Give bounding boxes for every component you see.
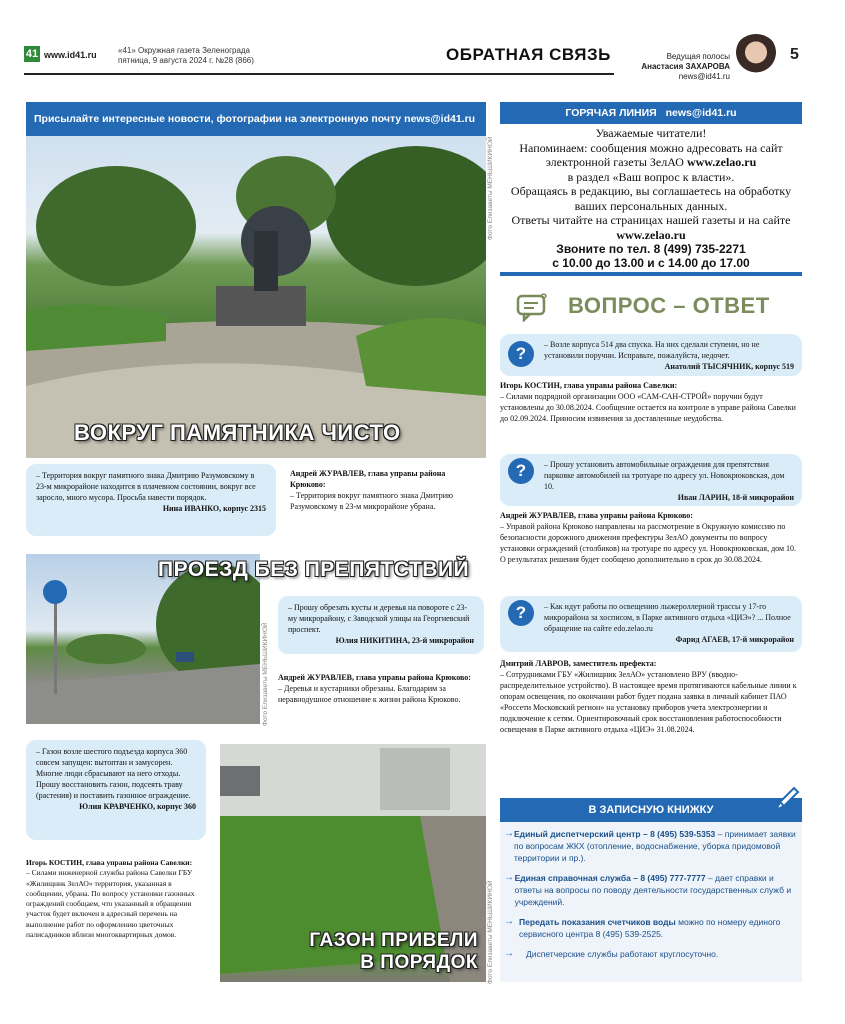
qa-question-2-text: – Прошу установить автомобильные ограждения для препятствия парковке автомобилей на тротуаре по адресу ул. Новокрюковская, дом 10.: [544, 460, 785, 491]
question-mark-icon: ?: [508, 458, 534, 484]
qa-question-3-text: – Как идут работы по освещению лыжероллерной трассы у 17-го микрорайона за хосписом, в Парке активного отдыха «ЦИЭ»? ... Полное обращение на сайте edo.zelao.ru: [544, 602, 791, 633]
editor-role: Ведущая полосы: [666, 52, 730, 61]
notebook-item-3-bold: Передать показания счетчиков воды: [519, 917, 676, 927]
story1-answer-text: – Территория вокруг памятного знака Дмитрию Разумовскому в 23-м микрорайоне убрана.: [290, 491, 453, 511]
story2-question: [278, 596, 484, 654]
hotline-site[interactable]: www.zelao.ru: [686, 155, 757, 169]
story2-answer-author: Андрей ЖУРАВЛЕВ, глава управы района Крюково:: [278, 673, 471, 682]
qa-answer-2-text: – Управой района Крюково направлены на рассмотрение в Окружную комиссию по безопасности дорожного движения префектуры ЗелАО документы по вопросу установки ограждений (столбиков) на тротуаре по адресу ул. Новокрюковская, дом 10. О результатах решения будет сообщено дополнительно в срок до 30.08.2024.: [500, 522, 797, 564]
editor-name: Анастасия ЗАХАРОВА: [641, 62, 730, 71]
pencil-icon: [772, 784, 802, 814]
notebook-item-2-bold: Единая справочная служба – 8 (495) 777-7777: [514, 873, 706, 883]
site-url[interactable]: www.id41.ru: [44, 50, 97, 60]
page-editor: [630, 52, 730, 82]
story1-answer: [290, 468, 480, 512]
hotline-site2[interactable]: www.zelao.ru: [616, 227, 686, 242]
notebook-item: [504, 948, 798, 960]
notebook-item-4-text: Диспетчерские службы работают круглосуточно.: [526, 949, 719, 959]
hotline-hours: с 10.00 до 13.00 и с 14.00 до 17.00: [552, 256, 750, 270]
qa-question-1-text: – Возле корпуса 514 два спуска. На них сделали ступени, но не установили поручни. Исправьте, пожалуйста, недочет.: [544, 340, 760, 360]
hotline-email[interactable]: news@id41.ru: [665, 107, 737, 119]
story1-question-sign: Нина ИВАНКО, корпус 2315: [162, 504, 266, 513]
qa-answer-2: [500, 510, 802, 565]
issue-date: пятница, 9 августа 2024 г. №28 (866): [118, 56, 254, 65]
story2-photo-credit: Фото Елизаветы МЕНЬШИКИНОЙ: [262, 622, 269, 726]
question-mark-icon: ?: [508, 600, 534, 626]
qa-answer-1-text: – Силами подрядной организации ООО «САМ-САН-СТРОЙ» поручни будут установлены до 30.08.2024. Сообщение остается на контроле в управе района Савелки до 02.09.2024. Приносим извинения за доставленные неудобства.: [500, 392, 796, 423]
hotline-greeting: Уважаемые читатели!: [595, 126, 707, 140]
story1-question: [26, 464, 276, 536]
monument-photo: [26, 136, 486, 458]
story3-photo-credit: Фото Елизаветы МЕНЬШИКИНОЙ: [487, 880, 494, 984]
qa-answer-3-text: – Сотрудниками ГБУ «Жилищник ЗелАО» установлено ВРУ (вводно-распределительное устройство). В настоящее время протягиваются кабельные линии к опорам освещения, по окончании работ будет подана заявка в личный кабинет ПАО «Россети Московский регион» на установку приборов учета электроэнергии и подключение к сетям. Ориентировочный срок восстановления работоспособности освещения в Парке активного отдыха «ЦИЭ» 31.08.2024.: [500, 670, 797, 734]
notebook-item: [504, 872, 798, 908]
story2-question-text: – Прошу обрезать кусты и деревья на повороте с 23-му микрорайону, с Заводской улицы на Георгиевский проспект.: [288, 603, 470, 634]
notebook-item-1-text: – принимает заявки по вопросам ЖКХ (отопление, водоснабжение, уборка придомовой территории и пр.).: [514, 829, 796, 863]
hotline-text2: в раздел «Ваш вопрос к власти».: [567, 169, 735, 184]
arrow-icon: →: [504, 828, 514, 839]
hotline-text1: Напоминаем: сообщения можно адресовать на сайт электронной газеты ЗелАО: [519, 140, 783, 169]
notebook-item-2-text: – дает справки и ответы на вопросы по поводу деятельности государственных служб и учреждений.: [514, 873, 792, 907]
header-rule: [24, 73, 614, 75]
story3-answer: [26, 858, 206, 940]
monument-illustration: [26, 136, 486, 458]
svg-text:?: ?: [540, 291, 548, 305]
editor-email[interactable]: news@id41.ru: [678, 72, 730, 81]
qa-answer-3-author: Дмитрий ЛАВРОВ, заместитель префекта:: [500, 659, 657, 668]
story3-answer-text: – Силами инженерной службы района Савелки ГБУ «Жилищник ЗелАО» территория, указанная в сообщении, убрана. По вопросу установки газонных ограждений сообщаем, что указанный в обращении участок будет включен в адресный перечень на выполнение работ по оформлению цветочных палисадников вблизи многоквартирных домов.: [26, 868, 195, 940]
arrow-icon: →: [504, 948, 514, 959]
notebook-item-3-text: можно по номеру единого сервисного центра 8 (495) 539-2525.: [519, 917, 781, 939]
qa-answer-1-author: Игорь КОСТИН, глава управы района Савелки:: [500, 381, 678, 390]
notebook-heading: В ЗАПИСНУЮ КНИЖКУ: [588, 804, 714, 816]
qa-question-1: [500, 334, 802, 376]
section-title: ОБРАТНАЯ СВЯЗЬ: [446, 45, 611, 64]
notebook-item: [504, 828, 798, 864]
page-number: 5: [790, 46, 799, 63]
chat-icon: [516, 290, 552, 322]
qa-question-2-sign: Иван ЛАРИН, 18-й микрорайон: [677, 493, 794, 502]
story3-question-sign: Юлия КРАВЧЕНКО, корпус 360: [79, 802, 196, 811]
publication-name: «41» Окружная газета Зеленограда: [118, 46, 251, 55]
qa-heading: ВОПРОС – ОТВЕТ: [568, 293, 770, 318]
story3-question: [26, 740, 206, 840]
arrow-icon: →: [504, 916, 514, 927]
story1-question-text: – Территория вокруг памятного знака Дмитрию Разумовскому в 23-м микрорайоне находится в плачевном состоянии, вокруг все заросло, много мусора. Просьба навести порядок.: [36, 471, 256, 502]
lawn-photo: [220, 744, 486, 982]
newspaper-logo: 41: [25, 48, 39, 60]
question-mark-icon: ?: [508, 341, 534, 367]
story2-answer-text: – Деревья и кустарники обрезаны. Благодарим за неравнодушное отношение к жизни района Крюково.: [278, 684, 461, 704]
qa-question-1-sign: Анатолий ТЫСЯЧНИК, корпус 519: [664, 362, 794, 371]
notebook-banner: [500, 798, 802, 822]
story3-question-text: – Газон возле шестого подъезда корпуса 360 совсем запущен: вытоптан и замусорен. Многие люди сбрасывают на него отходы. Прошу восстановить газон, подсеять траву (растения) и поставить газонное ограждение.: [36, 747, 191, 800]
story2-answer: [278, 672, 484, 705]
story3-answer-author: Игорь КОСТИН, глава управы района Савелки:: [26, 858, 193, 867]
hotline-rule: [500, 272, 802, 276]
hotline-body: [500, 126, 802, 270]
story1-answer-author: Андрей ЖУРАВЛЕВ, глава управы района Крюково:: [290, 469, 446, 489]
story2-question-sign: Юлия НИКИТИНА, 23-й микрорайон: [335, 636, 474, 645]
story1-title: ВОКРУГ ПАМЯТНИКА ЧИСТО: [74, 420, 401, 445]
notebook-item-1-bold: Единый диспетчерский центр – 8 (495) 539-5353: [514, 829, 716, 839]
arrow-icon: →: [504, 872, 514, 883]
story2-title: ПРОЕЗД БЕЗ ПРЕПЯТСТВИЙ: [158, 558, 470, 581]
story3-title-line1: ГАЗОН ПРИВЕЛИ: [309, 930, 478, 951]
hotline-text4: Ответы читайте на страницах нашей газеты и на сайте: [511, 213, 791, 227]
publication-info: [118, 46, 254, 66]
story3-title: [292, 930, 478, 974]
qa-question-3: [500, 596, 802, 652]
qa-answer-3: [500, 658, 802, 735]
hotline-banner: [500, 102, 802, 124]
qa-answer-2-author: Андрей ЖУРАВЛЕВ, глава управы района Крюково:: [500, 511, 693, 520]
hotline-label: ГОРЯЧАЯ ЛИНИЯ: [565, 107, 657, 119]
notebook-item: [504, 916, 798, 940]
qa-question-3-sign: Фарид АГАЕВ, 17-й микрорайон: [675, 635, 794, 644]
hotline-text3: Обращаясь в редакцию, вы соглашаетесь на обработку ваших персональных данных.: [510, 184, 792, 213]
story1-photo-credit: Фото Елизаветы МЕНЬШИКИНОЙ: [487, 136, 494, 240]
editor-avatar: [733, 34, 779, 80]
hotline-phone: Звоните по тел. 8 (499) 735-2271: [556, 242, 746, 256]
notebook-list: [504, 828, 798, 960]
qa-question-2: [500, 454, 802, 506]
submit-news-text: Присылайте интересные новости, фотографии на электронную почту news@id41.ru: [34, 113, 476, 125]
submit-news-banner: [26, 102, 486, 136]
qa-answer-1: [500, 380, 802, 424]
story3-title-line2: В ПОРЯДОК: [360, 952, 478, 973]
